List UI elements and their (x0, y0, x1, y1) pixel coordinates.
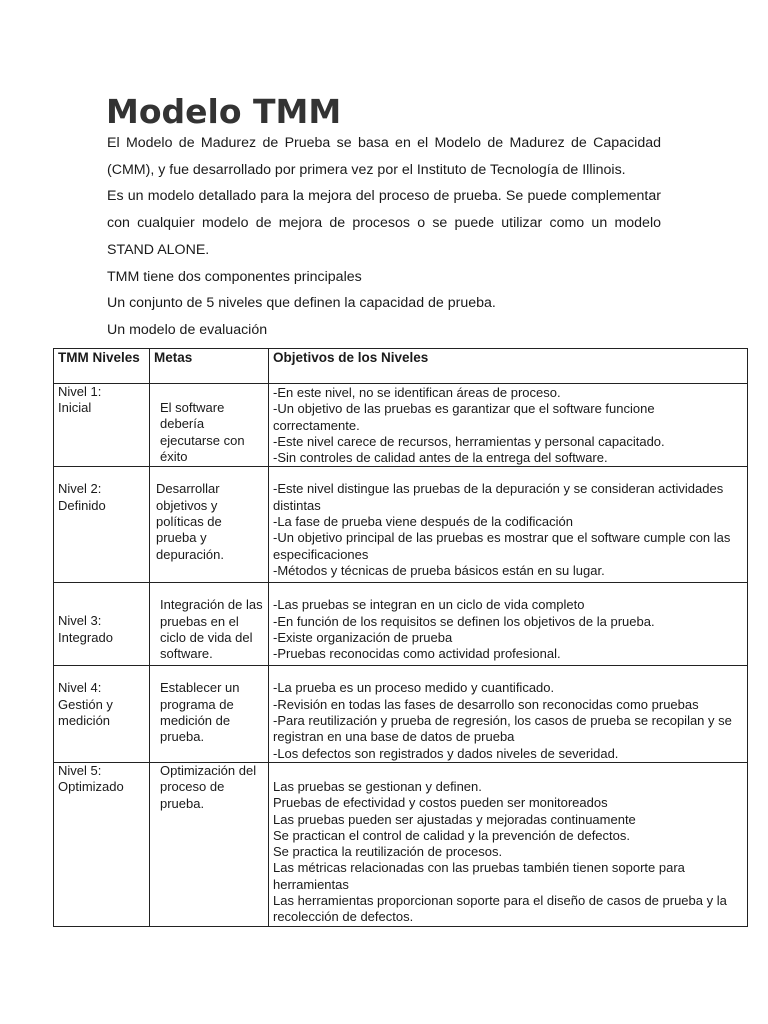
intro-paragraph-3: TMM tiene dos componentes principales (107, 268, 362, 285)
intro-paragraph-5: Un modelo de evaluación (107, 321, 268, 338)
goal-cell (150, 666, 269, 762)
level-cell: Nivel 3: Integrado (54, 583, 150, 666)
objectives-cell: -Este nivel distingue las pruebas de la depuración y se consideran actividades distintas -La fase de prueba viene después de la codificación -Un objetivo principal de las pruebas es mostrar que el software cumple con las especificaciones -Métodos y técnicas de prueba básicos están en su lugar. (269, 467, 748, 583)
objectives-cell: -En este nivel, no se identifican áreas de proceso. -Un objetivo de las pruebas es garantizar que el software funcione correctamente. -Este nivel carece de recursos, herramientas y personal capacitado. -Sin controles de calidad antes de la entrega del software. (269, 384, 748, 467)
intro-paragraph-1: El Modelo de Madurez de Prueba se basa en el Modelo de Madurez de Capacidad (CMM), y fue desarrollado por primera vez por el Instituto de Tecnología de Illinois. (107, 135, 661, 178)
goal-text: Integración de las pruebas en el ciclo de vida del software. (160, 597, 263, 662)
goal-text: Desarrollar objetivos y políticas de prueba y depuración. (156, 481, 224, 562)
intro-section (107, 130, 661, 344)
level-cell: Nivel 5: Optimizado (54, 762, 150, 926)
goal-text: Establecer un programa de medición de prueba. (160, 680, 240, 745)
table-row (54, 384, 748, 467)
table-row (54, 467, 748, 583)
level-cell: Nivel 1: Inicial (54, 384, 150, 467)
level-cell: Nivel 4: Gestión y medición (54, 666, 150, 762)
goal-cell (150, 762, 269, 926)
tmm-levels-table (53, 348, 748, 927)
level-cell: Nivel 2: Definido (54, 467, 150, 583)
intro-paragraph-2: Es un modelo detallado para la mejora del proceso de prueba. Se puede complementar con cualquier modelo de mejora de procesos o se puede utilizar como un modelo STAND ALONE. (107, 188, 661, 258)
goal-cell (150, 583, 269, 666)
goal-text: Optimización del proceso de prueba. (160, 762, 257, 811)
goal-text: El software debería ejecutarse con éxito (160, 400, 245, 464)
objectives-cell: -Las pruebas se integran en un ciclo de vida completo -En función de los requisitos se definen los objetivos de la prueba. -Existe organización de prueba -Pruebas reconocidas como actividad profesional. (269, 583, 748, 666)
table-row (54, 666, 748, 762)
table-row (54, 762, 748, 926)
header-tmm-niveles: TMM Niveles (54, 349, 150, 384)
objectives-cell: Las pruebas se gestionan y definen. Pruebas de efectividad y costos pueden ser monitoreados Las pruebas pueden ser ajustadas y mejoradas continuamente Se practican el control de calidad y la prevención de defectos. Se practica la reutilización de procesos. Las métricas relacionadas con las pruebas también tienen soporte para herramientas Las herramientas proporcionan soporte para el diseño de casos de prueba y la recolección de defectos. (269, 762, 748, 926)
goal-cell (150, 467, 269, 583)
objectives-cell: -La prueba es un proceso medido y cuantificado. -Revisión en todas las fases de desarrollo son reconocidas como pruebas -Para reutilización y prueba de regresión, los casos de prueba se recopilan y se registran en una base de datos de prueba -Los defectos son registrados y dados niveles de severidad. (269, 666, 748, 762)
table-row (54, 583, 748, 666)
intro-paragraph-4: Un conjunto de 5 niveles que definen la capacidad de prueba. (107, 295, 496, 312)
header-metas: Metas (150, 349, 269, 384)
goal-cell (150, 384, 269, 467)
document-title: Modelo TMM (106, 92, 342, 131)
header-objetivos: Objetivos de los Niveles (269, 349, 748, 384)
table-header-row (54, 349, 748, 384)
